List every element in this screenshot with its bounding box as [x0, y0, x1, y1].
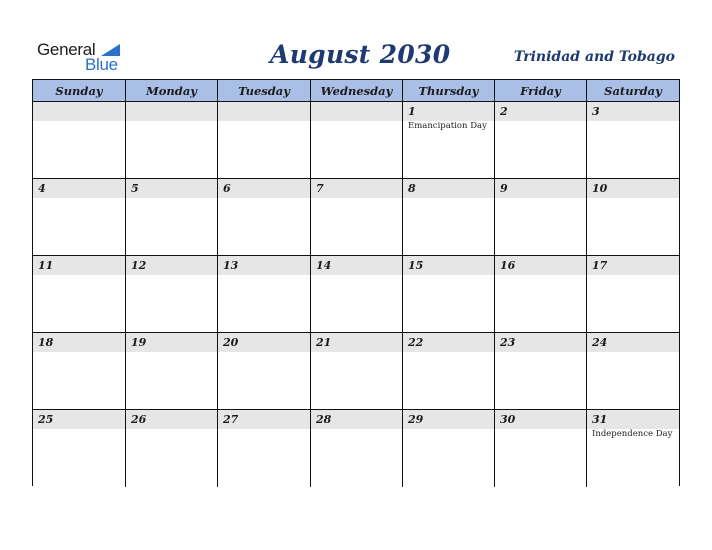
day-number: 28 [316, 413, 332, 426]
day-cell[interactable] [403, 333, 495, 410]
day-cell[interactable] [403, 179, 495, 256]
day-number: 26 [131, 413, 147, 426]
day-number: 30 [500, 413, 516, 426]
day-number: 9 [500, 182, 508, 195]
brand-logo [37, 40, 137, 74]
day-number: 27 [223, 413, 239, 426]
day-number: 6 [223, 182, 231, 195]
weekday-header-saturday: Saturday [604, 84, 662, 98]
logo-text-general: General [37, 40, 96, 59]
day-cell[interactable] [587, 410, 679, 487]
day-number: 17 [592, 259, 608, 272]
day-number: 15 [408, 259, 424, 272]
weekday-header-thursday: Thursday [403, 80, 495, 101]
weekday-header-wednesday: Wednesday [311, 80, 403, 101]
day-cell[interactable] [587, 333, 679, 410]
calendar-grid [32, 79, 680, 486]
day-cell[interactable] [33, 102, 126, 179]
day-cell[interactable] [126, 179, 218, 256]
day-cell[interactable] [126, 333, 218, 410]
day-number: 12 [131, 259, 147, 272]
day-cell[interactable] [33, 179, 126, 256]
country-name: Trinidad and Tobago [513, 49, 675, 65]
weekday-header-sunday: Sunday [33, 80, 126, 101]
day-number: 2 [500, 105, 508, 118]
day-cell[interactable] [587, 102, 679, 179]
day-number-strip [495, 179, 586, 198]
day-cell[interactable] [403, 102, 495, 179]
day-number-strip [403, 102, 494, 121]
day-cell[interactable] [311, 410, 403, 487]
day-number-strip [311, 179, 402, 198]
day-number: 21 [316, 336, 332, 349]
weekday-header-tuesday: Tuesday [218, 80, 311, 101]
day-number: 8 [408, 182, 416, 195]
day-number-strip [218, 102, 310, 121]
holiday-label: Independence Day [592, 429, 673, 439]
day-cell[interactable] [126, 102, 218, 179]
day-number: 22 [408, 336, 424, 349]
day-number: 5 [131, 182, 139, 195]
day-cell[interactable] [495, 179, 587, 256]
day-number-strip [495, 102, 586, 121]
day-cell[interactable] [495, 256, 587, 333]
day-number: 7 [316, 182, 324, 195]
day-cell[interactable] [587, 256, 679, 333]
weekday-header-monday: Monday [126, 80, 218, 101]
day-number: 25 [38, 413, 54, 426]
day-number: 23 [500, 336, 516, 349]
day-number: 4 [38, 182, 46, 195]
day-number: 14 [316, 259, 332, 272]
day-number-strip [33, 102, 125, 121]
day-number: 29 [408, 413, 424, 426]
day-number-strip [126, 179, 217, 198]
holiday-label: Emancipation Day [408, 121, 487, 131]
day-cell[interactable] [218, 102, 311, 179]
day-number-strip [403, 179, 494, 198]
day-number: 20 [223, 336, 239, 349]
day-cell[interactable] [311, 102, 403, 179]
calendar-title: August 2030 [270, 40, 451, 69]
day-cell[interactable] [495, 333, 587, 410]
day-cell[interactable] [495, 102, 587, 179]
day-cell[interactable] [33, 256, 126, 333]
day-cell[interactable] [33, 410, 126, 487]
day-number-strip [587, 102, 679, 121]
day-number-strip [218, 179, 310, 198]
day-number: 13 [223, 259, 239, 272]
day-number: 16 [500, 259, 516, 272]
day-cell[interactable] [311, 256, 403, 333]
day-number: 24 [592, 336, 608, 349]
weekday-header-row [33, 80, 679, 102]
day-cell[interactable] [218, 256, 311, 333]
day-number: 18 [38, 336, 54, 349]
day-cell[interactable] [403, 410, 495, 487]
day-number-strip [126, 102, 217, 121]
day-cell[interactable] [126, 256, 218, 333]
day-number: 31 [592, 413, 608, 426]
day-cell[interactable] [311, 179, 403, 256]
day-number: 1 [408, 105, 416, 118]
day-cell[interactable] [403, 256, 495, 333]
day-cell[interactable] [218, 333, 311, 410]
day-cell[interactable] [33, 333, 126, 410]
logo-text-blue: Blue [85, 55, 118, 74]
day-cell[interactable] [218, 179, 311, 256]
day-number: 19 [131, 336, 147, 349]
weekday-header-friday: Friday [495, 80, 587, 101]
day-number: 10 [592, 182, 608, 195]
day-number-strip [33, 179, 125, 198]
day-cell[interactable] [311, 333, 403, 410]
day-cell[interactable] [587, 179, 679, 256]
day-number: 11 [38, 259, 54, 272]
day-cell[interactable] [495, 410, 587, 487]
day-number: 3 [592, 105, 600, 118]
day-number-strip [311, 102, 402, 121]
day-cell[interactable] [218, 410, 311, 487]
day-cell[interactable] [126, 410, 218, 487]
